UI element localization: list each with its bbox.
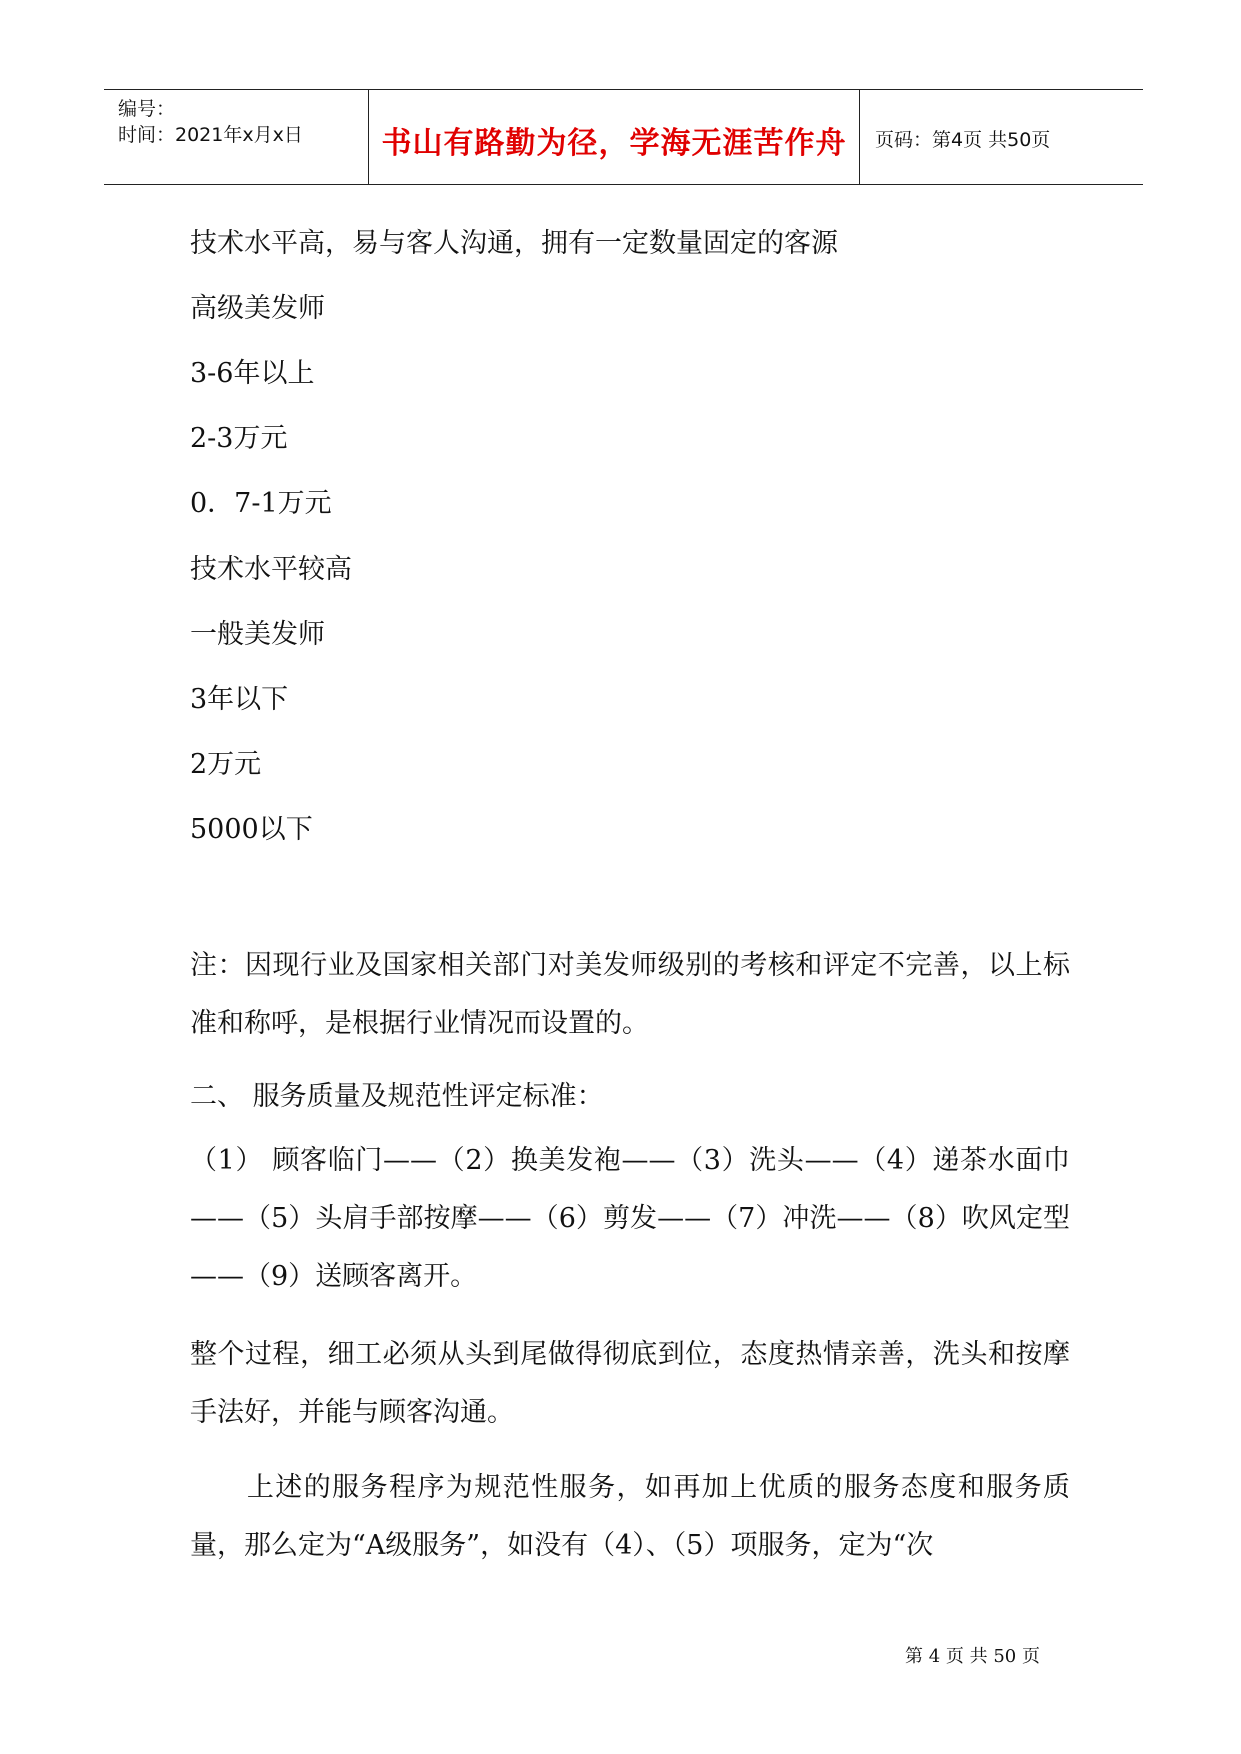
text-line: 3-6年以上 [190,358,315,389]
service-paragraph: 上述的服务程序为规范性服务，如再加上优质的服务态度和服务质量，那么定为“A级服务”，如没有（4）、（5）项服务，定为“次 [190,1472,1070,1561]
page-code: 页码：第4页 共50页 [875,129,1051,151]
text-line: 5000以下 [190,814,313,845]
page-footer: 第 4 页 共 50 页 [905,1646,1040,1667]
note-paragraph: 注：因现行业及国家相关部门对美发师级别的考核和评定不完善，以上标准和称呼，是根据行业情况而设置的。 [190,950,1070,1039]
text-line: 0．7-1万元 [190,488,332,519]
requirement-paragraph: 整个过程，细工必须从头到尾做得彻底到位，态度热情亲善，洗头和按摩手法好，并能与顾客沟通。 [190,1339,1070,1428]
time-label: 时间：2021年x月x日 [118,124,303,146]
document-header [104,89,1143,185]
text-line: 技术水平高，易与客人沟通，拥有一定数量固定的客源 [190,228,838,259]
text-line: 高级美发师 [190,293,325,324]
motto-text: 书山有路勤为径，学海无涯苦作舟 [381,126,847,161]
header-motto-cell [368,90,860,184]
procedure-paragraph: （1） 顾客临门——（2）换美发袍——（3）洗头——（4）递茶水面巾——（5）头肩手部按摩——（6）剪发——（7）冲洗——（8）吹风定型——（9）送顾客离开。 [190,1145,1070,1292]
header-info-cell [104,90,368,184]
text-line: 一般美发师 [190,619,325,650]
text-line: 2-3万元 [190,423,288,454]
text-line: 3年以下 [190,684,289,715]
text-line: 技术水平较高 [190,554,352,585]
text-line: 2万元 [190,749,262,780]
section-title: 二、 服务质量及规范性评定标准： [190,1081,604,1112]
number-label: 编号： [118,98,176,120]
header-page-cell [860,90,1143,184]
